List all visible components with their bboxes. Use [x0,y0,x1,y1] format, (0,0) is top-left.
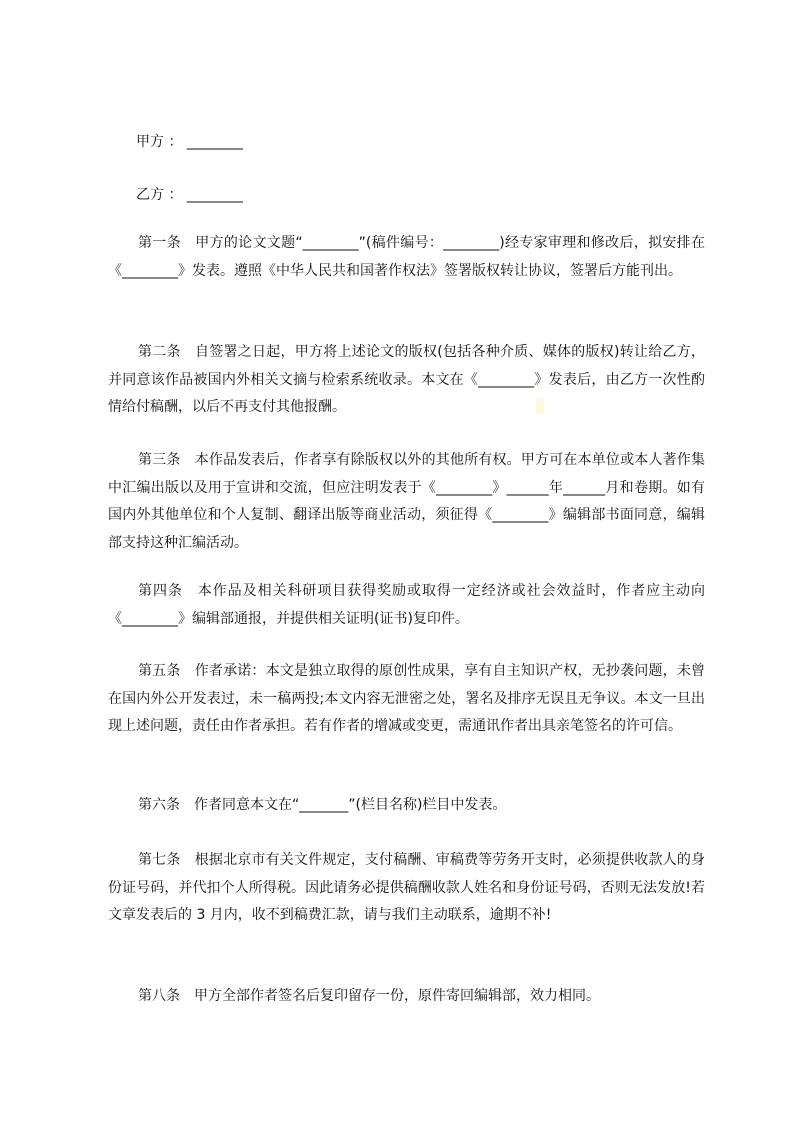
article-6: 第六条 作者同意本文在“_______”(栏目名称)栏目中发表。 [138,797,507,813]
article-4: 第四条 本作品及相关科研项目获得奖励或取得一定经济或社会效益时，作者应主动向《________》编辑部通报，并提供相关证明(证书)复印件。 [108,583,705,627]
text-cursor-highlight [536,398,544,414]
article-2: 第二条 自签署之日起，甲方将上述论文的版权(包括各种介质、媒体的版权)转让给乙方，并同意该作品被国内外相关文摘与检索系统收录。本文在《________》发表后，由乙方一次性酌情给付稿酬，以后不再支付其他报酬。 [108,344,705,415]
article-1: 第一条 甲方的论文文题“________”(稿件编号：________)经专家审理和修改后，拟安排在《________》发表。遵照《中华人民共和国著作权法》签署版权转让协议，签署后方能刊出。 [108,235,705,279]
article-8: 第八条 甲方全部作者签名后复印留存一份，原件寄回编辑部，效力相同。 [138,988,600,1004]
party-a-line: 甲方 ： ________ [136,134,243,150]
article-7: 第七条 根据北京市有关文件规定，支付稿酬、审稿费等劳务开支时，必须提供收款人的身份证号码，并代扣个人所得税。因此请务必提供稿酬收款人姓名和身份证号码，否则无法发放!若文章发表后的 3 月内，收不到稿费汇款，请与我们主动联系，逾期不补! [108,852,705,923]
article-3: 第三条 本作品发表后，作者享有除版权以外的其他所有权。甲方可在本单位或本人著作集中汇编出版以及用于宣讲和交流，但应注明发表于《________》______年______月和卷期。如有国内外其他单位和个人复制、翻译出版等商业活动，须征得《________》编辑部书面同意，编辑部支持这种汇编活动。 [108,452,705,551]
article-5: 第五条 作者承诺：本文是独立取得的原创性成果，享有自主知识产权，无抄袭问题，未曾在国内外公开发表过，未一稿两投;本文内容无泄密之处，署名及排序无误且无争议。本文一旦出现上述问题，责任由作者承担。若有作者的增减或变更，需通讯作者出具亲笔签名的许可信。 [108,663,705,734]
party-b-line: 乙方 ： ________ [136,187,243,203]
